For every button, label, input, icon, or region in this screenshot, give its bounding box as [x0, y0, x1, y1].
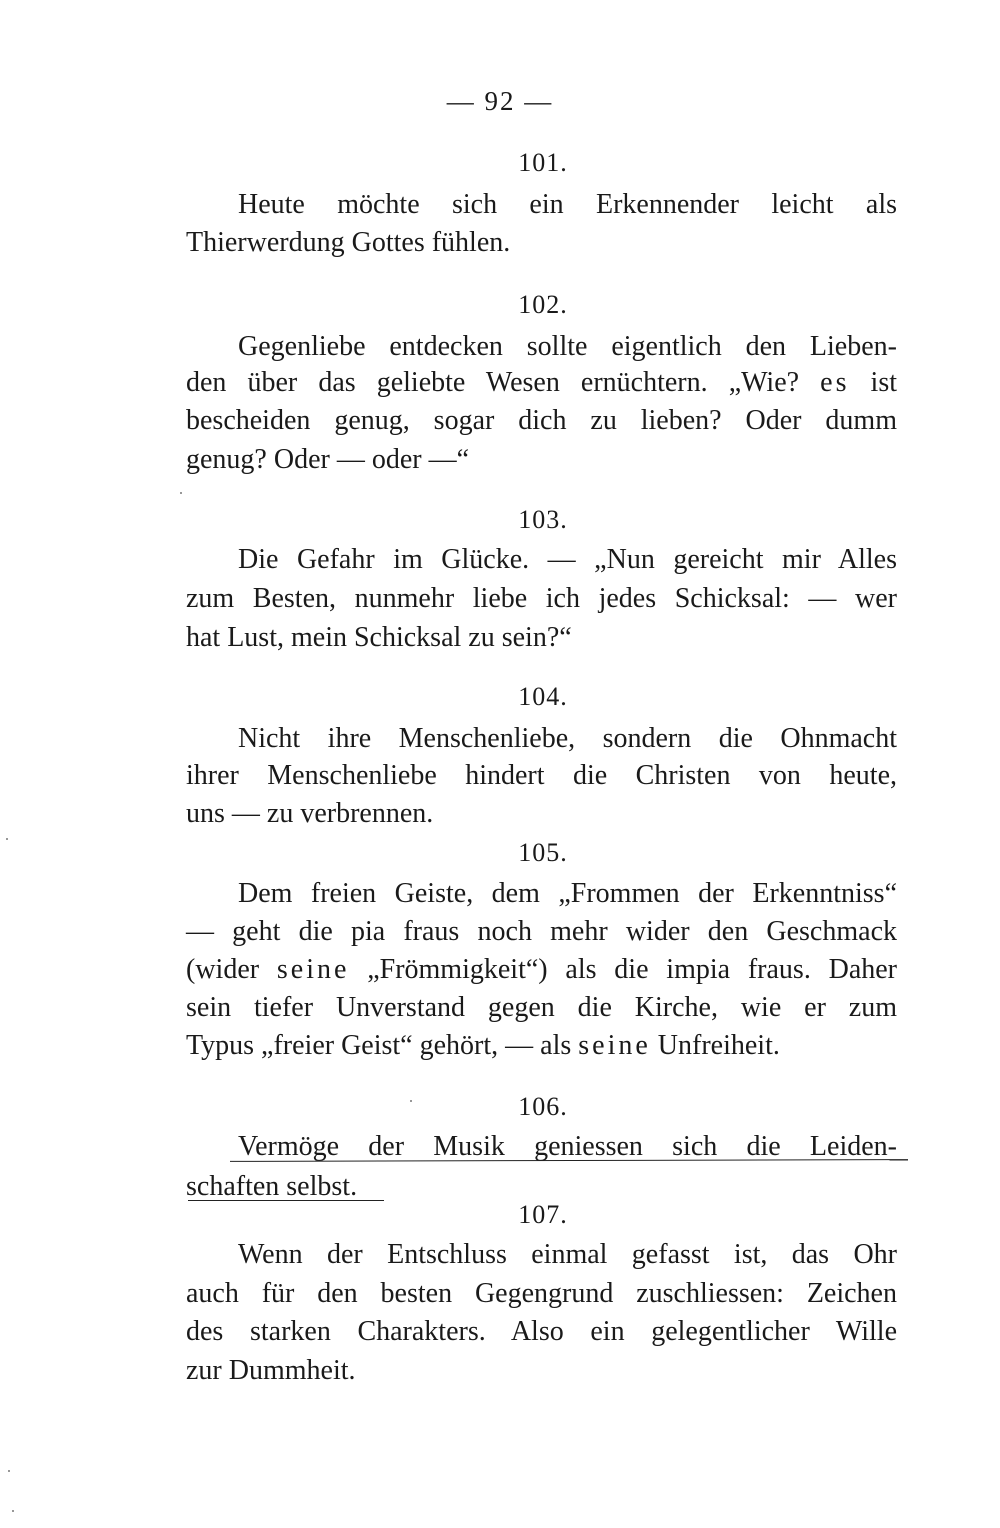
text-line: bescheiden genug, sogar dich zu lieben? Oder dumm	[186, 405, 897, 436]
aphorism-number: 106.	[518, 1092, 568, 1121]
text-line: Thierwerdung Gottes fühlen.	[186, 227, 511, 258]
text-line: Heute möchte sich ein Erkennender leicht als	[238, 189, 897, 220]
emphasis-text: seine	[276, 954, 350, 985]
text-line	[186, 1027, 897, 1065]
scan-speck	[8, 1470, 10, 1472]
page-number: — 92 —	[446, 86, 554, 116]
text-segment: Typus „freier Geist“ gehört, — als	[186, 1030, 572, 1061]
text-line: Nicht ihre Menschenliebe, sondern die Ohnmacht	[238, 723, 897, 754]
scan-speck	[12, 1510, 14, 1512]
aphorism-number: 102.	[518, 290, 568, 319]
text-line: zur Dummheit.	[186, 1355, 356, 1386]
emphasis-text: es	[820, 367, 850, 398]
text-line: hat Lust, mein Schicksal zu sein?“	[186, 622, 572, 653]
aphorism-number: 105.	[518, 838, 568, 867]
text-line: sein tiefer Unverstand gegen die Kirche, wie er zum	[186, 992, 897, 1023]
text-line: Dem freien Geiste, dem „Frommen der Erkenntniss“	[238, 878, 897, 909]
aphorism-number: 104.	[518, 682, 568, 711]
scan-speck	[180, 492, 182, 494]
text-line: Vermöge der Musik geniessen sich die Leiden-	[238, 1131, 897, 1162]
aphorism-number: 103.	[518, 505, 568, 534]
text-segment: (wider	[186, 954, 260, 985]
text-segment: den über das geliebte Wesen ernüchtern. „Wie?	[186, 367, 800, 398]
emphasis-text: seine	[578, 1030, 651, 1061]
text-line: des starken Charakters. Also ein gelegentlicher Wille	[186, 1316, 897, 1347]
text-line: Gegenliebe entdecken sollte eigentlich den Lieben-	[238, 331, 897, 362]
aphorism-number: 107.	[518, 1200, 568, 1229]
text-line: genug? Oder — oder —“	[186, 444, 470, 475]
scan-speck	[6, 838, 8, 840]
text-line: uns — zu verbrennen.	[186, 798, 434, 829]
text-line: zum Besten, nunmehr liebe ich jedes Schicksal: — wer	[186, 583, 897, 614]
text-line: Die Gefahr im Glücke. — „Nun gereicht mir Alles	[238, 544, 897, 575]
text-segment: ist	[870, 367, 898, 398]
text-line: auch für den besten Gegengrund zuschliessen: Zeichen	[186, 1278, 897, 1309]
text-line: — geht die pia fraus noch mehr wider den Geschmack	[186, 916, 897, 947]
text-line: schaften selbst.	[186, 1171, 358, 1202]
text-line: ihrer Menschenliebe hindert die Christen von heute,	[186, 760, 897, 791]
text-segment: Unfreiheit.	[657, 1030, 780, 1061]
text-segment: „Frömmigkeit“) als die impia fraus. Daher	[367, 954, 898, 985]
text-line: Wenn der Entschluss einmal gefasst ist, das Ohr	[238, 1239, 897, 1270]
aphorism-number: 101.	[518, 148, 568, 177]
text-line	[186, 364, 897, 402]
text-line	[186, 951, 897, 989]
scan-speck	[410, 1100, 412, 1102]
